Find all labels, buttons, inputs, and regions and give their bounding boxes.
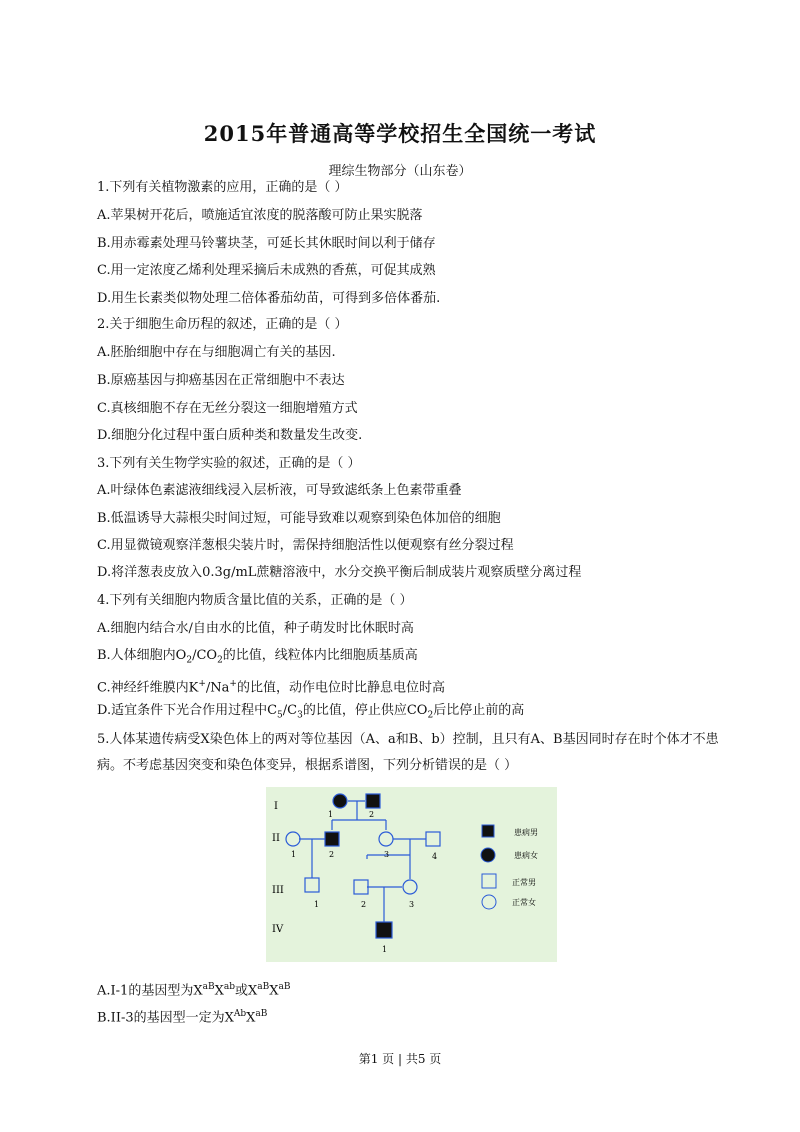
ii-3-label: 3 xyxy=(384,850,390,859)
q3-option-b: B.低温诱导大蒜根尖时间过短，可能导致难以观察到染色体加倍的细胞 xyxy=(97,511,501,526)
q1-option-b: B.用赤霉素处理马铃薯块茎，可延长其休眠时间以利于储存 xyxy=(97,236,436,251)
iv-1-label: 1 xyxy=(382,945,388,954)
ii-2-affected-male xyxy=(325,832,339,846)
q2-option-b: B.原癌基因与抑癌基因在正常细胞中不表达 xyxy=(97,373,345,388)
legend-affected-male-symbol xyxy=(482,825,494,837)
gen-label-i: I xyxy=(274,801,278,812)
question-5-stem: 5.人体某遗传病受X染色体上的两对等位基因（A、a和B、b）控制，且只有A、B基因同时存在时个体才不患病。不考虑基因突变和染色体变异，根据系谱图，下列分析错误的是（ ） xyxy=(97,732,719,773)
iii-2-label: 2 xyxy=(361,900,367,909)
page-subtitle: 理综生物部分（山东卷） xyxy=(328,164,472,179)
q5-option-a: A.I-1的基因型为$X^{aB}X^{ab}$或$X^{aB}X^{aB}$ xyxy=(97,982,291,999)
q2-option-d: D.细胞分化过程中蛋白质种类和数量发生改变. xyxy=(97,428,363,443)
q3-option-d: D.将洋葱表皮放入0.3g/mL蔗糖溶液中，水分交换平衡后制成装片观察质壁分离过程 xyxy=(97,565,582,580)
q4-option-a: A.细胞内结合水/自由水的比值，种子萌发时比休眠时高 xyxy=(97,621,414,636)
q2-option-a: A.胚胎细胞中存在与细胞凋亡有关的基因. xyxy=(97,345,336,360)
legend-affected-female-symbol xyxy=(481,848,495,862)
q4-option-b: B.人体细胞内$O_2/CO_2$的比值，线粒体内比细胞质基质高 xyxy=(97,648,418,666)
pedigree-chart xyxy=(266,787,557,962)
legend-affected-male: 患病男 xyxy=(514,828,538,837)
q1-option-d: D.用生长素类似物处理二倍体番茄幼苗，可得到多倍体番茄. xyxy=(97,291,441,306)
i-1-label: 1 xyxy=(328,810,334,819)
q5-option-b: B.II-3的基因型一定为$X^{Ab}X^{aB}$ xyxy=(97,1009,268,1026)
page-footer: 第1 页 | 共5 页 xyxy=(358,1052,442,1066)
iv-1-affected-male xyxy=(376,922,392,938)
question-4-stem: 4.下列有关细胞内物质含量比值的关系，正确的是（ ） xyxy=(97,593,413,608)
iii-1-label: 1 xyxy=(314,900,320,909)
iii-3-label: 3 xyxy=(409,900,415,909)
question-2-stem: 2.关于细胞生命历程的叙述，正确的是（ ） xyxy=(97,317,348,332)
ii-2-label: 2 xyxy=(329,850,335,859)
i-2-affected-male xyxy=(366,794,380,808)
question-3-stem: 3.下列有关生物学实验的叙述，正确的是（ ） xyxy=(97,456,361,471)
i-2-label: 2 xyxy=(369,810,375,819)
page-title: 2015年普通高等学校招生全国统一考试 xyxy=(203,121,597,146)
legend-affected-female: 患病女 xyxy=(514,851,538,860)
legend-normal-male: 正常男 xyxy=(512,878,536,887)
legend-normal-female: 正常女 xyxy=(512,898,536,907)
i-1-affected-female xyxy=(333,794,347,808)
pedigree-background xyxy=(266,787,557,962)
gen-label-iv: IV xyxy=(272,924,284,935)
question-1-stem: 1.下列有关植物激素的应用，正确的是（ ） xyxy=(97,180,348,195)
q3-option-c: C.用显微镜观察洋葱根尖装片时，需保持细胞活性以便观察有丝分裂过程 xyxy=(97,538,514,553)
q4-option-d: D.适宜条件下光合作用过程中$C_5/C_3$的比值，停止供应$CO_2$后比停止前的高 xyxy=(97,703,525,721)
q4-option-c: C.神经纤维膜内K+/Na+的比值，动作电位时比静息电位时高 xyxy=(97,679,445,696)
gen-label-ii: II xyxy=(272,833,280,844)
ii-1-label: 1 xyxy=(291,850,297,859)
q1-option-a: A.苹果树开花后，喷施适宜浓度的脱落酸可防止果实脱落 xyxy=(97,208,423,223)
q2-option-c: C.真核细胞不存在无丝分裂这一细胞增殖方式 xyxy=(97,401,358,416)
gen-label-iii: III xyxy=(272,885,284,896)
ii-4-label: 4 xyxy=(432,852,438,861)
q3-option-a: A.叶绿体色素滤液细线浸入层析液，可导致滤纸条上色素带重叠 xyxy=(97,483,462,498)
q1-option-c: C.用一定浓度乙烯利处理采摘后未成熟的香蕉，可促其成熟 xyxy=(97,263,436,278)
